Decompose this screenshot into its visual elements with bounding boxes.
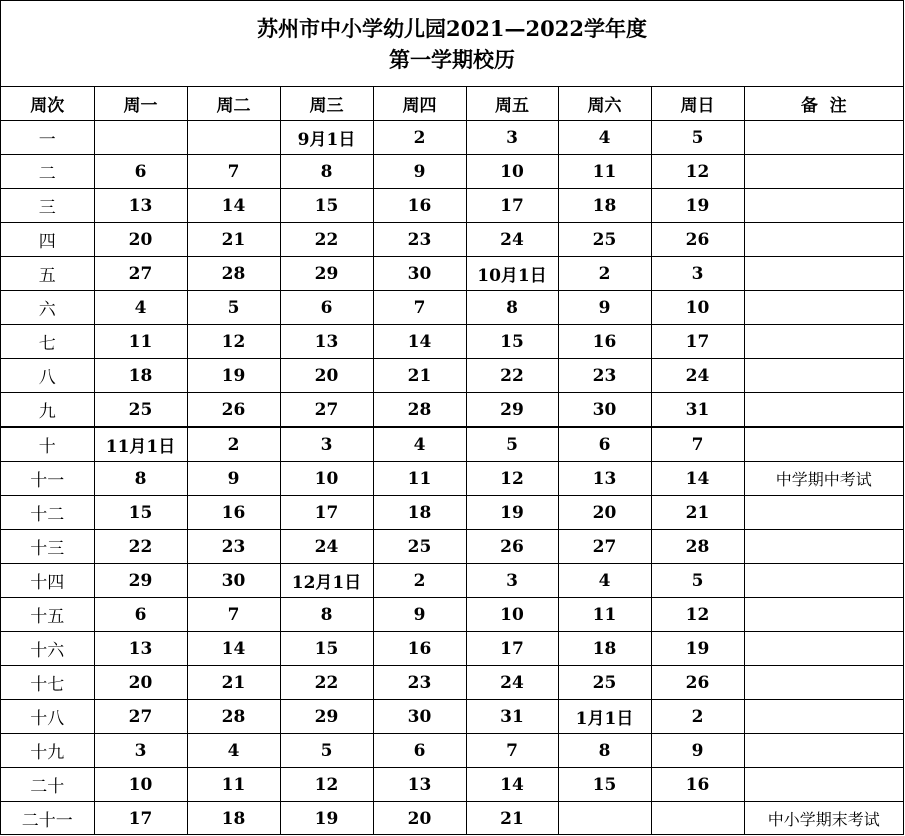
week-number-cell: 七 [1,325,94,359]
day-cell: 13 [280,325,373,359]
column-header-thu: 周四 [373,87,466,121]
column-header-tue: 周二 [187,87,280,121]
day-cell: 30 [187,564,280,598]
day-cell: 10 [466,155,558,189]
day-cell: 8 [280,155,373,189]
day-cell: 22 [280,666,373,700]
remark-cell [744,393,903,428]
column-header-sun: 周日 [651,87,744,121]
day-cell: 6 [280,291,373,325]
remark-cell [744,291,903,325]
day-cell: 15 [558,768,651,802]
table-row [1,700,903,734]
day-cell: 5 [466,427,558,462]
week-number-cell: 十 [1,427,94,462]
day-cell: 7 [651,427,744,462]
day-cell [94,121,187,155]
calendar-title-block [1,1,903,87]
column-header-fri: 周五 [466,87,558,121]
day-cell: 14 [466,768,558,802]
day-cell: 2 [558,257,651,291]
week-number-cell: 五 [1,257,94,291]
day-cell: 21 [651,496,744,530]
day-cell: 8 [466,291,558,325]
day-cell: 2 [373,121,466,155]
table-row [1,155,903,189]
week-number-cell: 十七 [1,666,94,700]
day-cell: 28 [187,700,280,734]
day-cell: 30 [373,700,466,734]
day-cell: 21 [187,223,280,257]
table-row [1,632,903,666]
day-cell: 26 [651,666,744,700]
day-cell: 20 [280,359,373,393]
day-cell: 8 [558,734,651,768]
day-cell: 12月1日 [280,564,373,598]
day-cell: 28 [373,393,466,428]
day-cell: 23 [373,223,466,257]
day-cell: 29 [280,257,373,291]
day-cell: 11 [187,768,280,802]
day-cell: 7 [373,291,466,325]
day-cell: 15 [94,496,187,530]
day-cell: 27 [558,530,651,564]
day-cell: 18 [373,496,466,530]
day-cell: 9 [651,734,744,768]
day-cell: 31 [651,393,744,428]
day-cell: 20 [558,496,651,530]
day-cell: 9 [373,598,466,632]
week-number-cell: 二十 [1,768,94,802]
day-cell: 24 [466,666,558,700]
column-header-mon: 周一 [94,87,187,121]
day-cell: 14 [651,462,744,496]
remark-cell [744,598,903,632]
day-cell: 2 [651,700,744,734]
day-cell: 3 [651,257,744,291]
day-cell: 15 [466,325,558,359]
table-row [1,734,903,768]
week-number-cell: 十一 [1,462,94,496]
day-cell: 8 [94,462,187,496]
column-header-wed: 周三 [280,87,373,121]
day-cell: 12 [466,462,558,496]
day-cell: 11月1日 [94,427,187,462]
remark-cell [744,223,903,257]
day-cell: 7 [466,734,558,768]
table-row [1,393,903,428]
remark-cell: 中小学期末考试 [744,802,903,836]
table-row [1,189,903,223]
day-cell: 26 [651,223,744,257]
table-row [1,496,903,530]
day-cell: 21 [373,359,466,393]
table-row [1,462,903,496]
table-row [1,530,903,564]
week-number-cell: 十三 [1,530,94,564]
day-cell: 22 [280,223,373,257]
remark-cell [744,257,903,291]
day-cell: 11 [558,598,651,632]
table-row [1,564,903,598]
day-cell: 16 [187,496,280,530]
day-cell: 28 [187,257,280,291]
table-row [1,427,903,462]
day-cell: 3 [466,121,558,155]
day-cell: 7 [187,598,280,632]
remark-cell [744,155,903,189]
day-cell: 24 [280,530,373,564]
day-cell: 18 [558,189,651,223]
day-cell: 5 [187,291,280,325]
day-cell: 24 [651,359,744,393]
week-number-cell: 十四 [1,564,94,598]
day-cell: 14 [373,325,466,359]
day-cell: 25 [94,393,187,428]
remark-cell [744,496,903,530]
day-cell: 15 [280,189,373,223]
day-cell: 19 [280,802,373,836]
remark-cell [744,768,903,802]
remark-cell [744,564,903,598]
day-cell: 10 [466,598,558,632]
day-cell: 20 [94,666,187,700]
day-cell: 27 [94,257,187,291]
day-cell: 14 [187,632,280,666]
day-cell: 5 [651,121,744,155]
day-cell: 2 [187,427,280,462]
day-cell: 6 [94,155,187,189]
day-cell: 3 [466,564,558,598]
day-cell: 13 [373,768,466,802]
day-cell: 28 [651,530,744,564]
day-cell: 18 [94,359,187,393]
day-cell: 5 [280,734,373,768]
week-number-cell: 八 [1,359,94,393]
calendar-title: 苏州市中小学幼儿园2021—2022学年度 [257,16,647,41]
remark-cell [744,700,903,734]
day-cell: 13 [558,462,651,496]
day-cell: 16 [651,768,744,802]
day-cell: 12 [651,155,744,189]
remark-cell [744,121,903,155]
day-cell [651,802,744,836]
week-number-cell: 二十一 [1,802,94,836]
day-cell: 11 [373,462,466,496]
table-row [1,121,903,155]
week-number-cell: 四 [1,223,94,257]
day-cell: 17 [466,632,558,666]
day-cell: 18 [558,632,651,666]
day-cell: 4 [558,121,651,155]
remark-cell [744,734,903,768]
column-header-sat: 周六 [558,87,651,121]
day-cell: 25 [558,223,651,257]
day-cell: 9 [187,462,280,496]
week-number-cell: 十八 [1,700,94,734]
table-row [1,802,903,836]
day-cell: 29 [94,564,187,598]
day-cell: 11 [94,325,187,359]
table-row [1,291,903,325]
day-cell: 29 [280,700,373,734]
day-cell [187,121,280,155]
day-cell: 1月1日 [558,700,651,734]
day-cell: 13 [94,632,187,666]
day-cell: 10 [280,462,373,496]
day-cell: 23 [558,359,651,393]
week-number-cell: 十九 [1,734,94,768]
header-row [1,87,903,121]
column-header-week: 周次 [1,87,94,121]
day-cell: 9月1日 [280,121,373,155]
day-cell: 10 [94,768,187,802]
day-cell: 10月1日 [466,257,558,291]
day-cell: 12 [280,768,373,802]
day-cell: 25 [558,666,651,700]
day-cell: 29 [466,393,558,428]
day-cell: 18 [187,802,280,836]
day-cell: 19 [651,189,744,223]
day-cell: 21 [466,802,558,836]
table-row [1,257,903,291]
day-cell: 17 [280,496,373,530]
day-cell: 22 [94,530,187,564]
table-row [1,223,903,257]
table-row [1,666,903,700]
day-cell: 20 [94,223,187,257]
remark-cell [744,666,903,700]
calendar-table [1,87,903,835]
day-cell: 12 [651,598,744,632]
day-cell: 30 [558,393,651,428]
day-cell: 6 [558,427,651,462]
day-cell: 15 [280,632,373,666]
day-cell: 27 [94,700,187,734]
day-cell: 17 [94,802,187,836]
remark-cell [744,427,903,462]
day-cell: 23 [373,666,466,700]
day-cell: 17 [466,189,558,223]
day-cell: 19 [651,632,744,666]
day-cell: 21 [187,666,280,700]
remark-cell [744,359,903,393]
day-cell: 9 [373,155,466,189]
day-cell: 25 [373,530,466,564]
day-cell: 23 [187,530,280,564]
day-cell: 13 [94,189,187,223]
day-cell: 10 [651,291,744,325]
remark-cell [744,325,903,359]
week-number-cell: 十五 [1,598,94,632]
day-cell: 19 [466,496,558,530]
remark-cell [744,189,903,223]
day-cell: 2 [373,564,466,598]
week-number-cell: 一 [1,121,94,155]
day-cell: 19 [187,359,280,393]
day-cell: 4 [187,734,280,768]
day-cell: 3 [94,734,187,768]
table-row [1,768,903,802]
remark-cell [744,632,903,666]
week-number-cell: 十二 [1,496,94,530]
day-cell: 16 [373,632,466,666]
day-cell: 17 [651,325,744,359]
calendar-body [1,121,903,836]
week-number-cell: 九 [1,393,94,428]
day-cell: 27 [280,393,373,428]
day-cell: 4 [558,564,651,598]
day-cell: 26 [187,393,280,428]
day-cell: 12 [187,325,280,359]
day-cell: 4 [94,291,187,325]
day-cell: 26 [466,530,558,564]
day-cell: 22 [466,359,558,393]
day-cell: 5 [651,564,744,598]
day-cell: 24 [466,223,558,257]
week-number-cell: 二 [1,155,94,189]
day-cell: 20 [373,802,466,836]
remark-cell [744,530,903,564]
week-number-cell: 十六 [1,632,94,666]
day-cell: 6 [94,598,187,632]
week-number-cell: 三 [1,189,94,223]
week-number-cell: 六 [1,291,94,325]
day-cell: 4 [373,427,466,462]
calendar-subtitle: 第一学期校历 [389,47,515,72]
column-header-remarks: 备 注 [744,87,903,121]
day-cell: 11 [558,155,651,189]
day-cell: 31 [466,700,558,734]
day-cell: 16 [558,325,651,359]
remark-cell: 中学期中考试 [744,462,903,496]
table-row [1,325,903,359]
day-cell: 8 [280,598,373,632]
day-cell: 30 [373,257,466,291]
day-cell [558,802,651,836]
day-cell: 14 [187,189,280,223]
day-cell: 6 [373,734,466,768]
day-cell: 16 [373,189,466,223]
day-cell: 3 [280,427,373,462]
day-cell: 9 [558,291,651,325]
day-cell: 7 [187,155,280,189]
table-row [1,359,903,393]
table-row [1,598,903,632]
